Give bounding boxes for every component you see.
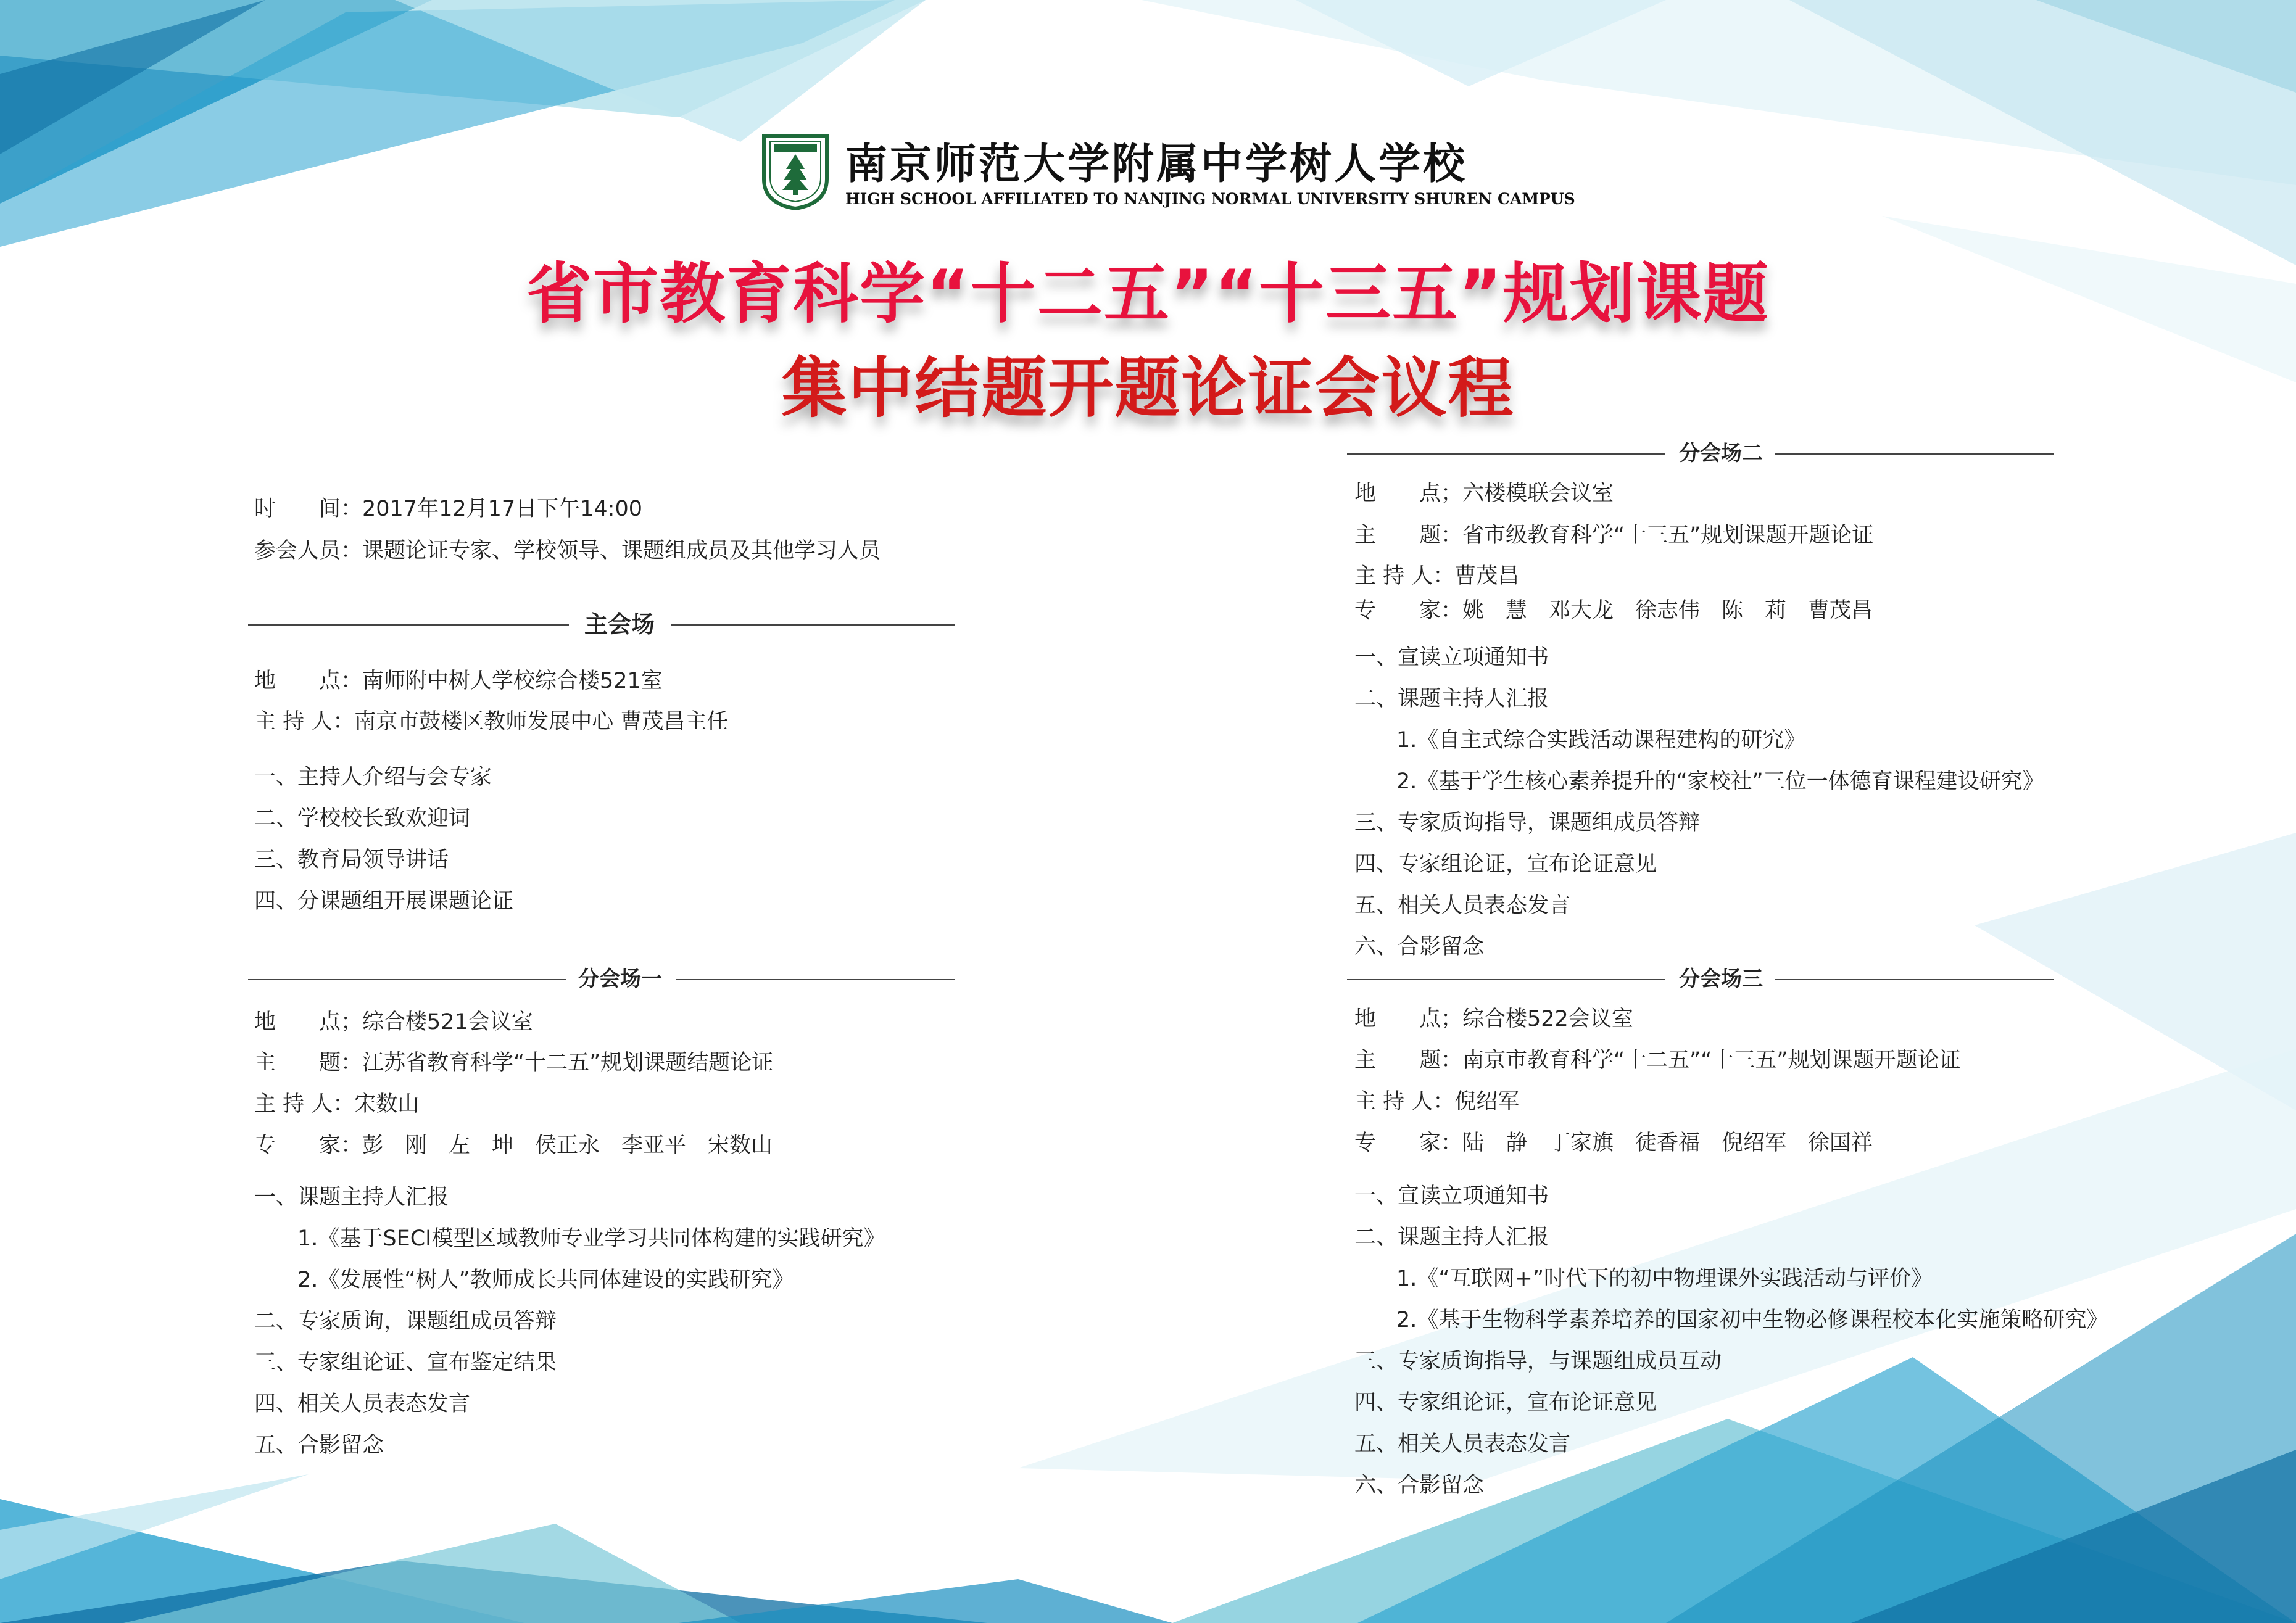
- sub-venue-3-host: 主 持 人：倪绍军: [1354, 1089, 1520, 1114]
- sub-venue-1-label: 分会场一: [578, 967, 662, 991]
- school-logo-icon: [759, 131, 832, 211]
- sub-venue-1-agenda-item: 五、合影留念: [254, 1433, 384, 1458]
- main-venue-label: 主会场: [584, 611, 655, 638]
- sub-venue-2-report-item: 2.《基于学生核心素养提升的“家校社”三位一体德育课程建设研究》: [1396, 769, 2044, 794]
- sub-venue-2-agenda-item: 四、专家组论证，宣布论证意见: [1354, 852, 1657, 877]
- main-venue-agenda-item: 三、教育局领导讲话: [254, 848, 449, 872]
- school-name-cn: 南京师范大学附属中学树人学校: [845, 139, 1468, 189]
- sub-venue-2-label: 分会场二: [1679, 441, 1763, 466]
- sub-venue-2-host: 主 持 人：曹茂昌: [1354, 564, 1520, 588]
- sub-venue-3-topic: 主 题：南京市教育科学“十二五”“十三五”规划课题开题论证: [1354, 1048, 1961, 1073]
- main-venue-agenda-item: 四、分课题组开展课题论证: [254, 889, 514, 914]
- sub-venue-1-report-item: 1.《基于SECI模型区域教师专业学习共同体构建的实践研究》: [297, 1226, 885, 1251]
- sub-venue-3-heading: [1347, 967, 2054, 991]
- sub-venue-2-location: 地 点；六楼模联会议室: [1354, 481, 1614, 506]
- sub-venue-2-agenda-item: 五、相关人员表态发言: [1354, 893, 1571, 918]
- sub-venue-2-agenda-item: 六、合影留念: [1354, 935, 1485, 959]
- sub-venue-1-agenda-item: 二、专家质询，课题组成员答辩: [254, 1309, 557, 1334]
- sub-venue-3-experts: 专 家：陆 静 丁家旗 徒香福 倪绍军 徐国祥: [1354, 1131, 1873, 1155]
- sub-venue-1-topic: 主 题：江苏省教育科学“十二五”规划课题结题论证: [254, 1051, 774, 1075]
- sub-venue-3-agenda-item: 一、宣读立项通知书: [1354, 1184, 1549, 1208]
- sub-venue-1-experts: 专 家：彭 刚 左 坤 侯正永 李亚平 宋数山: [254, 1133, 773, 1158]
- main-venue-agenda-item: 一、主持人介绍与会专家: [254, 765, 492, 790]
- sub-venue-1-location: 地 点；综合楼521会议室: [254, 1010, 533, 1035]
- meeting-attendees: 参会人员：课题论证专家、学校领导、课题组成员及其他学习人员: [254, 539, 881, 563]
- sub-venue-3-agenda-item: 五、相关人员表态发言: [1354, 1432, 1571, 1456]
- sub-venue-1-report-item: 2.《发展性“树人”教师成长共同体建设的实践研究》: [297, 1268, 794, 1292]
- sub-venue-3-agenda-item: 四、专家组论证，宣布论证意见: [1354, 1390, 1657, 1415]
- sub-venue-3-report-item: 2.《基于生物科学素养培养的国家初中生物必修课程校本化实施策略研究》: [1396, 1308, 2108, 1332]
- sub-venue-2-heading: [1347, 441, 2054, 466]
- school-name-en: HIGH SCHOOL AFFILIATED TO NANJING NORMAL UNIVERSITY SHUREN CAMPUS: [845, 190, 1575, 208]
- sub-venue-1-heading: [248, 967, 955, 991]
- sub-venue-2-report-item: 1.《自主式综合实践活动课程建构的研究》: [1396, 728, 1806, 753]
- sub-venue-3-label: 分会场三: [1679, 967, 1763, 991]
- sub-venue-1-agenda-item: 一、课题主持人汇报: [254, 1185, 449, 1210]
- sub-venue-2-topic: 主 题：省市级教育科学“十三五”规划课题开题论证: [1354, 523, 1874, 548]
- main-venue-host: 主 持 人：南京市鼓楼区教师发展中心 曹茂昌主任: [254, 709, 729, 734]
- sub-venue-2-agenda-item: 一、宣读立项通知书: [1354, 645, 1549, 670]
- page-subtitle: 集中结题开题论证会议程: [781, 350, 1515, 426]
- sub-venue-3-location: 地 点；综合楼522会议室: [1354, 1007, 1633, 1031]
- sub-venue-1-host: 主 持 人：宋数山: [254, 1092, 420, 1117]
- main-venue-location: 地 点：南师附中树人学校综合楼521室: [254, 669, 663, 693]
- main-venue-agenda-item: 二、学校校长致欢迎词: [254, 806, 471, 831]
- sub-venue-3-agenda-item: 六、合影留念: [1354, 1473, 1485, 1498]
- sub-venue-2-agenda-item: 二、课题主持人汇报: [1354, 687, 1549, 711]
- sub-venue-2-agenda-item: 三、专家质询指导，课题组成员答辩: [1354, 811, 1701, 835]
- sub-venue-3-agenda-item: 三、专家质询指导，与课题组成员互动: [1354, 1349, 1722, 1374]
- sub-venue-1-agenda-item: 四、相关人员表态发言: [254, 1392, 471, 1416]
- main-venue-heading: [248, 612, 955, 637]
- meeting-time: 时 间：2017年12月17日下午14:00: [254, 497, 643, 521]
- page-title: 省市教育科学“十二五”“十三五”规划课题: [526, 256, 1770, 332]
- sub-venue-3-report-item: 1.《“互联网+”时代下的初中物理课外实践活动与评价》: [1396, 1266, 1933, 1291]
- sub-venue-1-agenda-item: 三、专家组论证、宣布鉴定结果: [254, 1350, 557, 1375]
- sub-venue-2-experts: 专 家：姚 慧 邓大龙 徐志伟 陈 莉 曹茂昌: [1354, 598, 1873, 623]
- sub-venue-3-agenda-item: 二、课题主持人汇报: [1354, 1225, 1549, 1250]
